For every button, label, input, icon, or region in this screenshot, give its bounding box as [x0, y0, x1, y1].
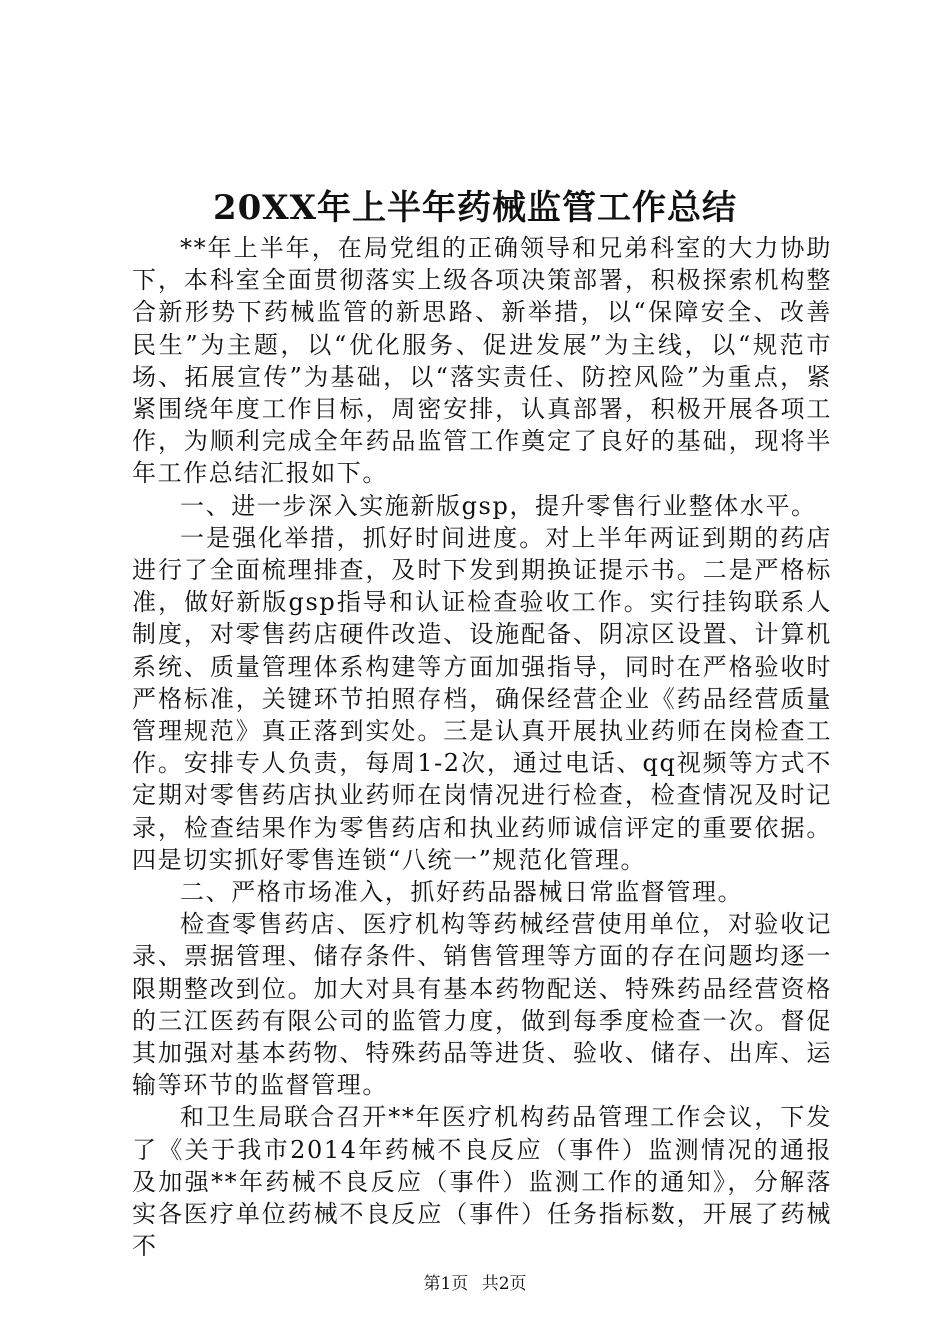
document-title: 20XX年上半年药械监管工作总结	[212, 188, 738, 228]
section-heading-1: 一、进一步深入实施新版gsp，提升零售行业整体水平。	[180, 491, 817, 520]
paragraph-intro: **年上半年，在局党组的正确领导和兄弟科室的大力协助下，本科室全面贯彻落实上级各项决策部署，积极探索机构整合新形势下药械监管的新思路、新举措，以“保障安全、改善民生”为主题，以“优化服务、促进发展”为主线，以“规范市场、拓展宣传”为基础，以“落实责任、防控风险”为重点，紧紧围绕年度工作目标，周密安排，认真部署，积极开展各项工作，为顺利完成全年药品监管工作奠定了良好的基础，现将半年工作总结汇报如下。	[132, 234, 832, 488]
paragraph-inspection: 检查零售药店、医疗机构等药械经营使用单位，对验收记录、票据管理、储存条件、销售管理等方面的存在问题均逐一限期整改到位。加大对具有基本药物配送、特殊药品经营资格的三江医药有限公司的监管力度，做到每季度检查一次。督促其加强对基本药物、特殊药品等进货、验收、储存、出库、运输等环节的监督管理。	[132, 910, 832, 1100]
page-number-current: 第1页	[423, 1274, 469, 1294]
paragraph-adverse-reaction: 和卫生局联合召开**年医疗机构药品管理工作会议，下发了《关于我市2014年药械不良反应（事件）监测情况的通报及加强**年药械不良反应（事件）监测工作的通知》，分解落实各医疗单位药械不良反应（事件）任务指标数，开展了药械不	[132, 1103, 832, 1261]
paragraph-gsp-measures: 一是强化举措，抓好时间进度。对上半年两证到期的药店进行了全面梳理排查，及时下发到期换证提示书。二是严格标准，做好新版gsp指导和认证检查验收工作。实行挂钩联系人制度，对零售药店硬件改造、设施配备、阴凉区设置、计算机系统、质量管理体系构建等方面加强指导，同时在严格验收时严格标准，关键环节拍照存档，确保经营企业《药品经营质量管理规范》真正落到实处。三是认真开展执业药师在岗检查工作。安排专人负责，每周1-2次，通过电话、qq视频等方式不定期对零售药店执业药师在岗情况进行检查，检查情况及时记录，检查结果作为零售药店和执业药师诚信评定的重要依据。四是切实抓好零售连锁“八统一”规范化管理。	[132, 523, 832, 874]
page-footer	[0, 1272, 950, 1296]
page-number-total: 共2页	[481, 1274, 527, 1294]
document-body	[132, 232, 832, 1263]
section-heading-2: 二、严格市场准入，抓好药品器械日常监督管理。	[180, 878, 744, 907]
